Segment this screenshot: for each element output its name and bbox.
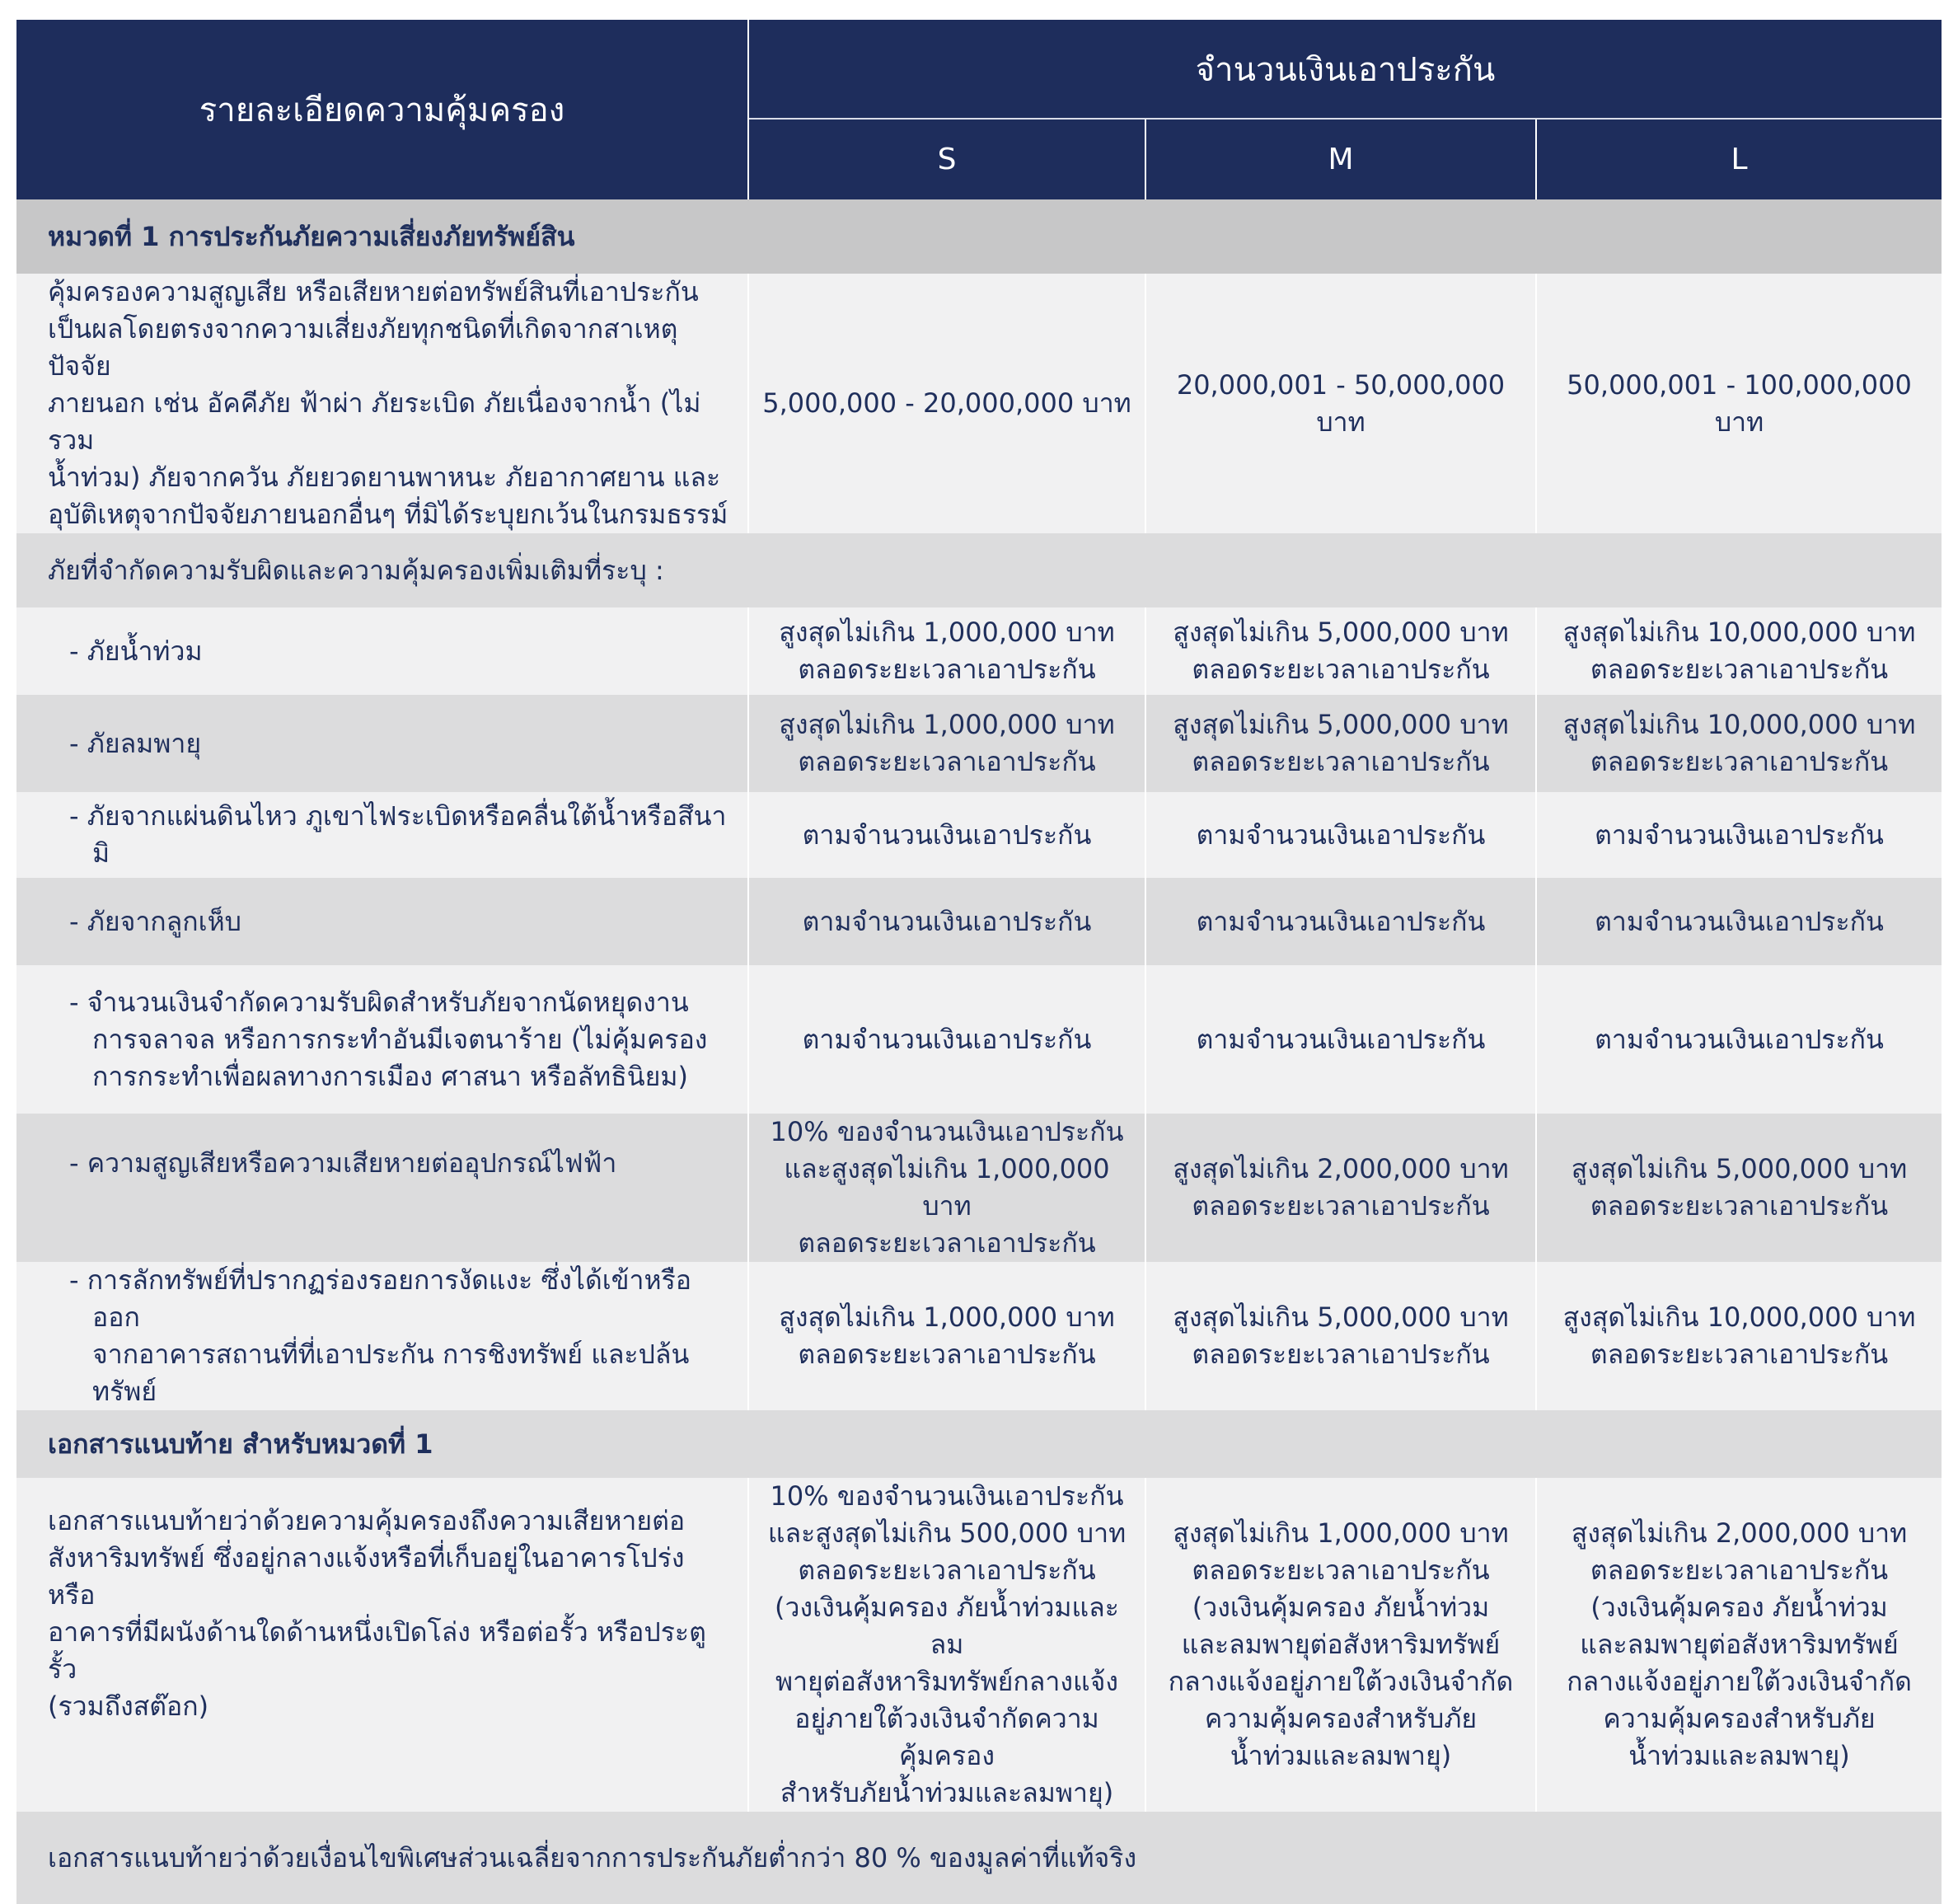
row-value-l: สูงสุดไม่เกิน 5,000,000 บาท ตลอดระยะเวลาเอาประกัน (1536, 1114, 1942, 1262)
row-value-l: ตามจำนวนเงินเอาประกัน (1536, 878, 1942, 965)
main-coverage-label: คุ้มครองความสูญเสีย หรือเสียหายต่อทรัพย์สินที่เอาประกัน เป็นผลโดยตรงจากความเสี่ยงภัยทุกชนิดที่เกิดจากสาเหตุปัจจัย ภายนอก เช่น อัคคีภัย ฟ้าผ่า ภัยระเบิด ภัยเนื่องจากน้ำ (ไม่รวม น้ำท่วม) ภัยจากควัน ภัยยวดยานพาหนะ ภัยอากาศยาน และ อุบัติเหตุจากปัจจัยภายนอกอื่นๆ ที่มิได้ระบุยกเว้นในกรมธรรม์ (48, 276, 728, 530)
endorsement-value-l: สูงสุดไม่เกิน 2,000,000 บาท ตลอดระยะเวลาเอาประกัน (วงเงินคุ้มครอง ภัยน้ำท่วม และลมพายุต่อสังหาริมทรัพย์ กลางแจ้งอยู่ภายใต้วงเงินจำกัด ความคุ้มครองสำหรับภัย น้ำท่วมและลมพายุ) (1536, 1478, 1942, 1812)
row-value-l: สูงสุดไม่เกิน 10,000,000 บาท ตลอดระยะเวลาเอาประกัน (1536, 695, 1942, 792)
row-value-m: ตามจำนวนเงินเอาประกัน (1145, 792, 1536, 878)
row-value-s: สูงสุดไม่เกิน 1,000,000 บาท ตลอดระยะเวลาเอาประกัน (748, 607, 1145, 695)
row-value-m: สูงสุดไม่เกิน 5,000,000 บาท ตลอดระยะเวลาเอาประกัน (1145, 1262, 1536, 1410)
row-value-m: ตามจำนวนเงินเอาประกัน (1145, 878, 1536, 965)
limited-coverage-title: ภัยที่จำกัดความรับผิดและความคุ้มครองเพิ่มเติมที่ระบุ : (48, 554, 664, 586)
table-row (16, 792, 1942, 878)
row-label: - ภัยจากลูกเห็บ (69, 905, 241, 937)
endorsement-title: เอกสารแนบท้าย สำหรับหมวดที่ 1 (16, 1410, 1942, 1478)
row-value-m: สูงสุดไม่เกิน 2,000,000 บาท ตลอดระยะเวลาเอาประกัน (1145, 1114, 1536, 1262)
table-row (16, 878, 1942, 965)
row-value-m: ตามจำนวนเงินเอาประกัน (1145, 965, 1536, 1114)
table-row (16, 1114, 1942, 1262)
row-label: - ภัยน้ำท่วม (69, 635, 203, 667)
coverage-table (16, 20, 1942, 1904)
row-value-s: ตามจำนวนเงินเอาประกัน (748, 965, 1145, 1114)
row-value-m: สูงสุดไม่เกิน 5,000,000 บาท ตลอดระยะเวลาเอาประกัน (1145, 695, 1536, 792)
plan-m-header: M (1145, 119, 1536, 199)
main-coverage-l: 50,000,001 - 100,000,000 บาท (1536, 274, 1942, 533)
plan-l-header: L (1536, 119, 1942, 199)
coinsurance-note: เอกสารแนบท้ายว่าด้วยเงื่อนไขพิเศษส่วนเฉลี่ยจากการประกันภัยต่ำกว่า 80 % ของมูลค่าที่แท้จริง (48, 1841, 1137, 1874)
row-label: - ความสูญเสียหรือความเสียหายต่ออุปกรณ์ไฟฟ้า (69, 1147, 617, 1179)
coverage-table-card (16, 20, 1942, 1874)
row-label: - ภัยลมพายุ (69, 727, 202, 759)
table-row (16, 695, 1942, 792)
row-label: - ภัยจากแผ่นดินไหว ภูเขาไฟระเบิดหรือคลื่นใต้น้ำหรือสึนามิ (69, 800, 727, 869)
row-label: - การลักทรัพย์ที่ปรากฏร่องรอยการงัดแงะ ซึ่งได้เข้าหรือออก จากอาคารสถานที่ที่เอาประกัน การชิงทรัพย์ และปล้นทรัพย์ (69, 1264, 692, 1407)
table-row (16, 1262, 1942, 1410)
endorsement-label: เอกสารแนบท้ายว่าด้วยความคุ้มครองถึงความเสียหายต่อ สังหาริมทรัพย์ ซึ่งอยู่กลางแจ้งหรือที่เก็บอยู่ในอาคารโปร่งหรือ อาคารที่มีผนังด้านใดด้านหนึ่งเปิดโล่ง หรือต่อรั้ว หรือประตูรั้ว (รวมถึงสต๊อก) (48, 1505, 706, 1722)
row-value-s: ตามจำนวนเงินเอาประกัน (748, 878, 1145, 965)
table-row (16, 607, 1942, 695)
row-value-s: ตามจำนวนเงินเอาประกัน (748, 792, 1145, 878)
row-value-l: สูงสุดไม่เกิน 10,000,000 บาท ตลอดระยะเวลาเอาประกัน (1536, 607, 1942, 695)
row-value-s: สูงสุดไม่เกิน 1,000,000 บาท ตลอดระยะเวลาเอาประกัน (748, 695, 1145, 792)
row-label: - จำนวนเงินจำกัดความรับผิดสำหรับภัยจากนัดหยุดงาน การจลาจล หรือการกระทำอันมีเจตนาร้าย (ไม่คุ้มครอง การกระทำเพื่อผลทางการเมือง ศาสนา หรือลัทธินิยม) (69, 986, 708, 1092)
row-value-l: สูงสุดไม่เกิน 10,000,000 บาท ตลอดระยะเวลาเอาประกัน (1536, 1262, 1942, 1410)
section-1-title: หมวดที่ 1 การประกันภัยความเสี่ยงภัยทรัพย์สิน (16, 199, 1942, 274)
main-coverage-m: 20,000,001 - 50,000,000 บาท (1145, 274, 1536, 533)
row-value-s: 10% ของจำนวนเงินเอาประกัน และสูงสุดไม่เกิน 1,000,000 บาท ตลอดระยะเวลาเอาประกัน (748, 1114, 1145, 1262)
row-value-s: สูงสุดไม่เกิน 1,000,000 บาท ตลอดระยะเวลาเอาประกัน (748, 1262, 1145, 1410)
table-row (16, 1478, 1942, 1812)
table-row (16, 274, 1942, 533)
sum-insured-header: จำนวนเงินเอาประกัน (748, 20, 1942, 119)
endorsement-value-s: 10% ของจำนวนเงินเอาประกัน และสูงสุดไม่เกิน 500,000 บาท ตลอดระยะเวลาเอาประกัน (วงเงินคุ้มครอง ภัยน้ำท่วมและลม พายุต่อสังหาริมทรัพย์กลางแจ้ง อยู่ภายใต้วงเงินจำกัดความคุ้มครอง สำหรับภัยน้ำท่วมและลมพายุ) (748, 1478, 1145, 1812)
endorsement-value-m: สูงสุดไม่เกิน 1,000,000 บาท ตลอดระยะเวลาเอาประกัน (วงเงินคุ้มครอง ภัยน้ำท่วม และลมพายุต่อสังหาริมทรัพย์ กลางแจ้งอยู่ภายใต้วงเงินจำกัด ความคุ้มครองสำหรับภัย น้ำท่วมและลมพายุ) (1145, 1478, 1536, 1812)
row-value-l: ตามจำนวนเงินเอาประกัน (1536, 965, 1942, 1114)
details-header: รายละเอียดความคุ้มครอง (16, 20, 748, 199)
plan-s-header: S (748, 119, 1145, 199)
row-value-l: ตามจำนวนเงินเอาประกัน (1536, 792, 1942, 878)
main-coverage-s: 5,000,000 - 20,000,000 บาท (748, 274, 1145, 533)
row-value-m: สูงสุดไม่เกิน 5,000,000 บาท ตลอดระยะเวลาเอาประกัน (1145, 607, 1536, 695)
table-row (16, 965, 1942, 1114)
